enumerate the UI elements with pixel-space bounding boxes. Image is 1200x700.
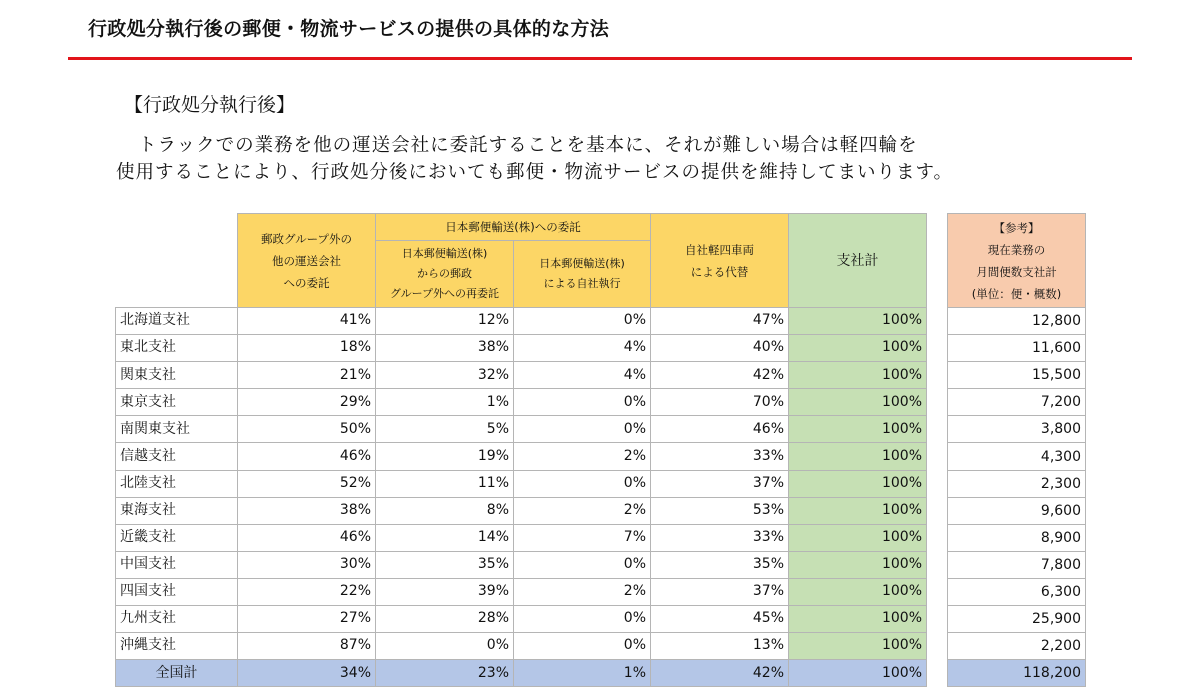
value-cell: 2% [514,497,651,524]
header-text: 現在業務の [987,242,1046,257]
description-paragraph [116,132,1116,186]
value-cell: 1% [376,389,514,416]
value-cell: 35% [376,551,514,578]
table-row [116,524,927,551]
header-text: グループ外への再委託 [389,287,500,300]
value-cell: 0% [514,389,651,416]
table-row [948,497,1086,524]
value-cell: 29% [238,389,376,416]
value-cell: 100% [789,551,927,578]
section-heading: 【行政処分執行後】 [124,94,296,116]
value-cell: 100% [789,578,927,605]
value-cell: 23% [376,660,514,687]
monthly-trips-cell: 7,200 [948,389,1086,416]
value-cell: 45% [651,606,789,633]
header-nippon-yubin-yuso-group: 日本郵便輸送(株)への委託 [376,214,651,241]
table-row [948,606,1086,633]
header-corner [116,214,238,308]
value-cell: 42% [651,362,789,389]
table-row [948,524,1086,551]
reference-monthly-trips-table [947,213,1086,687]
header-branch-total: 支社計 [789,214,927,308]
table-row [116,335,927,362]
value-cell: 100% [789,416,927,443]
value-cell: 30% [238,551,376,578]
value-cell: 46% [238,443,376,470]
header-reoutsourcing [376,241,514,308]
value-cell: 70% [651,389,789,416]
value-cell: 0% [514,633,651,660]
branch-name-cell: 東海支社 [116,497,238,524]
value-cell: 46% [238,524,376,551]
value-cell: 7% [514,524,651,551]
monthly-trips-cell: 7,800 [948,551,1086,578]
value-cell: 0% [514,551,651,578]
value-cell: 100% [789,443,927,470]
value-cell: 28% [376,606,514,633]
branch-name-cell: 北海道支社 [116,308,238,335]
value-cell: 32% [376,362,514,389]
value-cell: 35% [651,551,789,578]
header-text: 日本郵便輸送(株) [539,257,625,270]
monthly-trips-cell: 6,300 [948,578,1086,605]
value-cell: 4% [514,362,651,389]
value-cell: 22% [238,578,376,605]
branch-name-cell: 信越支社 [116,443,238,470]
table-row [116,443,927,470]
value-cell: 100% [789,470,927,497]
branch-name-cell: 関東支社 [116,362,238,389]
value-cell: 0% [514,470,651,497]
value-cell: 37% [651,578,789,605]
table-row [116,578,927,605]
value-cell: 100% [789,335,927,362]
table-row [948,470,1086,497]
table-row [116,470,927,497]
table-row [948,335,1086,362]
branch-name-cell: 近畿支社 [116,524,238,551]
value-cell: 39% [376,578,514,605]
page-title: 行政処分執行後の郵便・物流サービスの提供の具体的な方法 [88,18,610,40]
value-cell: 5% [376,416,514,443]
monthly-trips-cell: 9,600 [948,497,1086,524]
monthly-trips-cell: 3,800 [948,416,1086,443]
table-row [116,633,927,660]
table-row [116,362,927,389]
value-cell: 100% [789,633,927,660]
branch-name-cell: 東京支社 [116,389,238,416]
header-text: からの郵政 [417,267,472,280]
value-cell: 4% [514,335,651,362]
value-cell: 100% [789,389,927,416]
value-cell: 0% [514,606,651,633]
header-text: 郵政グループ外の [260,231,353,246]
value-cell: 47% [651,308,789,335]
table-row [948,578,1086,605]
value-cell: 21% [238,362,376,389]
monthly-trips-cell: 15,500 [948,362,1086,389]
value-cell: 100% [789,308,927,335]
value-cell: 34% [238,660,376,687]
monthly-trips-cell: 2,200 [948,633,1086,660]
outsourcing-ratio-table [115,213,927,687]
value-cell: 0% [514,416,651,443]
branch-name-cell: 東北支社 [116,335,238,362]
monthly-trips-cell: 8,900 [948,524,1086,551]
paragraph-line-1: トラックでの業務を他の運送会社に委託することを基本に、それが難しい場合は軽四輪を [138,135,918,156]
table-row [116,416,927,443]
value-cell: 8% [376,497,514,524]
value-cell: 42% [651,660,789,687]
branch-name-cell: 九州支社 [116,606,238,633]
table-row [116,389,927,416]
value-cell: 14% [376,524,514,551]
value-cell: 53% [651,497,789,524]
branch-name-cell: 全国計 [116,660,238,687]
value-cell: 100% [789,497,927,524]
table-row [948,443,1086,470]
table-row [948,389,1086,416]
table-row [116,606,927,633]
branch-name-cell: 南関東支社 [116,416,238,443]
value-cell: 2% [514,443,651,470]
value-cell: 0% [376,633,514,660]
header-text: (単位：便・概数) [971,286,1062,301]
paragraph-line-2: 使用することにより、行政処分後においても郵便・物流サービスの提供を維持してまいります。 [116,162,954,183]
table-row [116,308,927,335]
title-divider [68,57,1132,60]
monthly-trips-cell: 4,300 [948,443,1086,470]
monthly-trips-cell: 2,300 [948,470,1086,497]
value-cell: 18% [238,335,376,362]
table-row [116,497,927,524]
monthly-trips-cell: 25,900 [948,606,1086,633]
header-own-light-vehicle [651,214,789,308]
value-cell: 37% [651,470,789,497]
table-row [948,308,1086,335]
monthly-trips-total-cell: 118,200 [948,660,1086,687]
value-cell: 100% [789,660,927,687]
value-cell: 38% [238,497,376,524]
value-cell: 100% [789,606,927,633]
header-text: への委託 [283,275,330,290]
header-text: による代替 [690,264,749,279]
value-cell: 27% [238,606,376,633]
value-cell: 52% [238,470,376,497]
header-text: 月間便数支社計 [976,264,1057,279]
total-row [116,660,927,687]
monthly-trips-cell: 11,600 [948,335,1086,362]
table-row [116,551,927,578]
table-row [948,633,1086,660]
value-cell: 19% [376,443,514,470]
table-row [948,416,1086,443]
total-row [948,660,1086,687]
header-text: 自社軽四車両 [685,242,754,257]
header-self-execution [514,241,651,308]
header-external-carrier [238,214,376,308]
branch-name-cell: 沖縄支社 [116,633,238,660]
header-text: 【参考】 [993,220,1040,235]
header-text: 他の運送会社 [272,253,341,268]
value-cell: 2% [514,578,651,605]
value-cell: 13% [651,633,789,660]
table-row [948,551,1086,578]
header-reference [948,214,1086,308]
value-cell: 50% [238,416,376,443]
branch-name-cell: 四国支社 [116,578,238,605]
header-text: 日本郵便輸送(株) [401,247,488,260]
value-cell: 100% [789,362,927,389]
branch-name-cell: 中国支社 [116,551,238,578]
value-cell: 33% [651,524,789,551]
value-cell: 87% [238,633,376,660]
value-cell: 46% [651,416,789,443]
value-cell: 41% [238,308,376,335]
value-cell: 1% [514,660,651,687]
value-cell: 12% [376,308,514,335]
branch-name-cell: 北陸支社 [116,470,238,497]
value-cell: 11% [376,470,514,497]
header-text: による自社執行 [543,277,621,290]
value-cell: 33% [651,443,789,470]
value-cell: 40% [651,335,789,362]
value-cell: 100% [789,524,927,551]
table-row [948,362,1086,389]
monthly-trips-cell: 12,800 [948,308,1086,335]
value-cell: 38% [376,335,514,362]
value-cell: 0% [514,308,651,335]
